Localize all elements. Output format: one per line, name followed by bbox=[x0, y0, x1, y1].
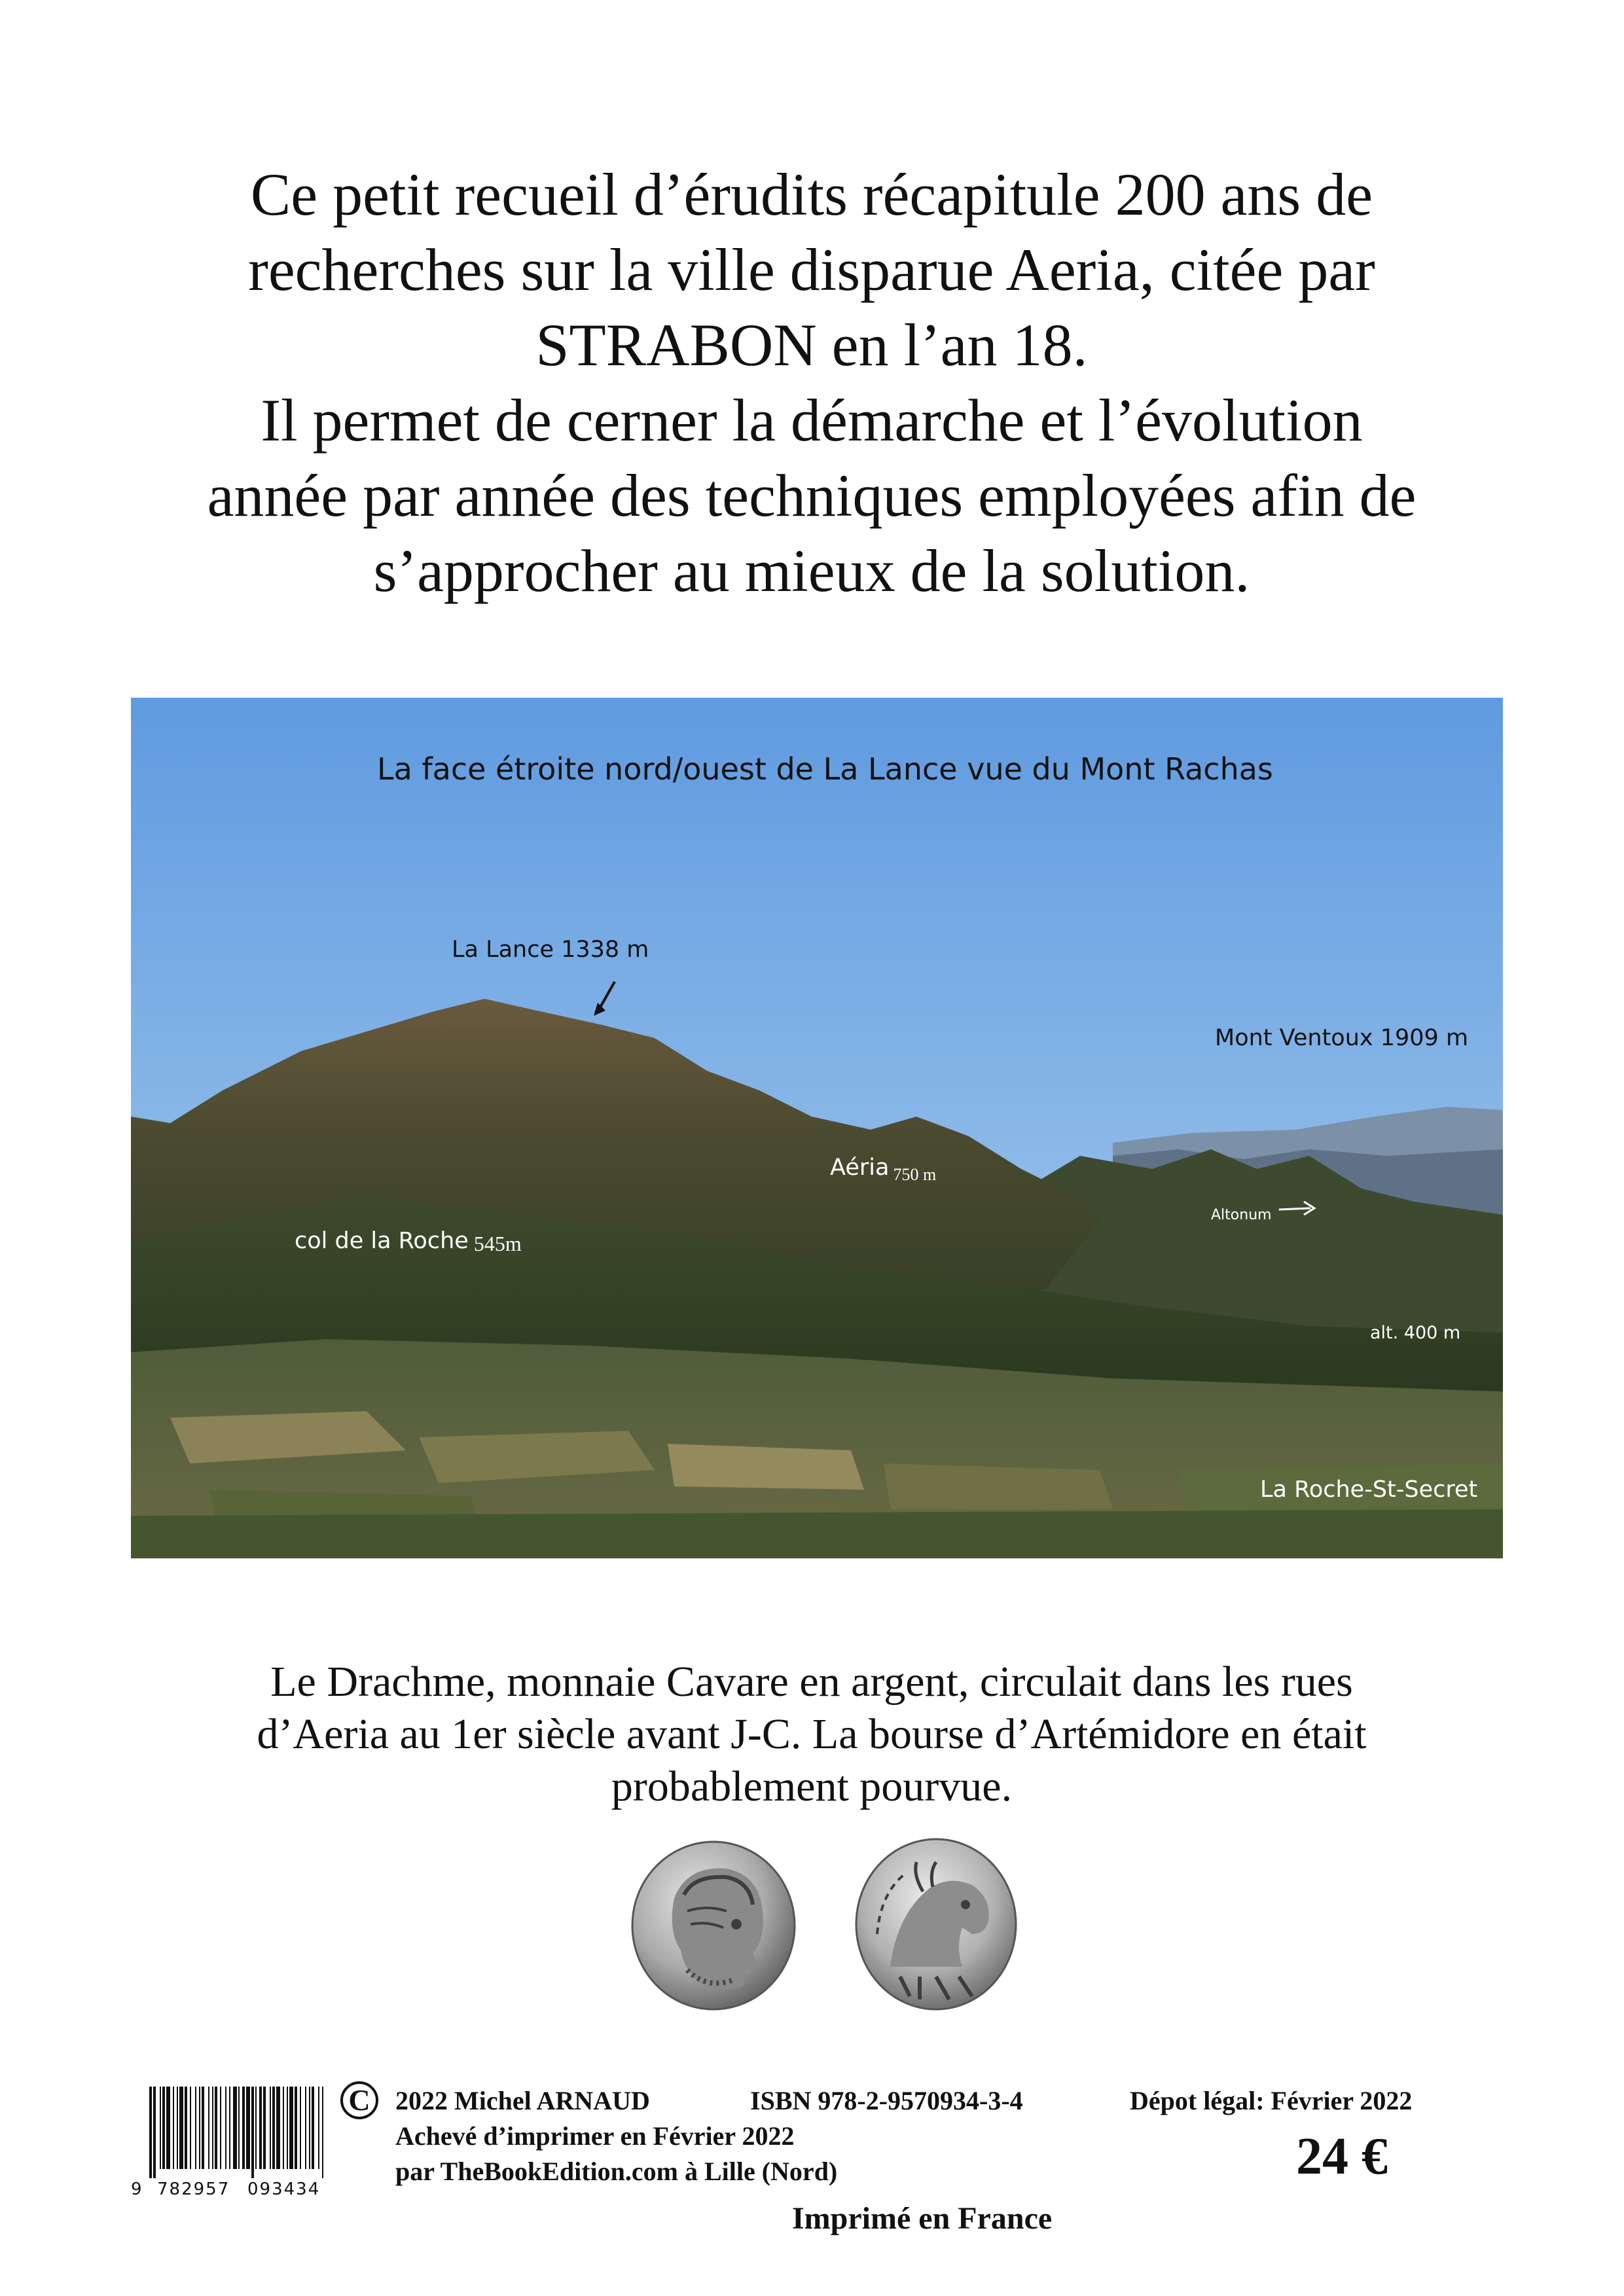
coin-reverse-horse bbox=[851, 1836, 1021, 2013]
barcode-bar bbox=[251, 2087, 254, 2178]
landscape-photo bbox=[131, 698, 1503, 1558]
la-lance-label: La Lance 1338 m bbox=[452, 937, 649, 963]
depot-legal-line: Dépot légal: Février 2022 bbox=[1130, 2086, 1413, 2115]
altitude-400-label: alt. 400 m bbox=[1370, 1323, 1461, 1343]
barcode-bar bbox=[270, 2087, 271, 2169]
barcode-bar bbox=[177, 2087, 178, 2169]
barcode-bar bbox=[263, 2087, 266, 2169]
author-line: 2022 Michel ARNAUD bbox=[395, 2086, 650, 2115]
arrow-down-left-icon bbox=[592, 979, 619, 1018]
barcode-bar bbox=[305, 2087, 306, 2169]
barcode-bar bbox=[322, 2087, 323, 2178]
price: 24 € bbox=[1296, 2128, 1388, 2185]
barcode-bar bbox=[173, 2087, 174, 2169]
arrow-right-icon bbox=[1278, 1199, 1317, 1219]
printed-country-line: Imprimé en France bbox=[792, 2201, 1053, 2236]
la-roche-st-secret-label: La Roche-St-Secret bbox=[1260, 1477, 1478, 1503]
barcode-bar bbox=[220, 2087, 221, 2169]
isbn-barcode bbox=[147, 2087, 327, 2178]
col-name: col de la Roche bbox=[295, 1228, 469, 1254]
intro-line: s’approcher au mieux de la solution. bbox=[373, 537, 1250, 604]
barcode-digits-left: 782957 bbox=[157, 2179, 230, 2199]
barcode-bar bbox=[242, 2087, 245, 2169]
barcode-bar bbox=[162, 2087, 165, 2169]
mont-ventoux-label: Mont Ventoux 1909 m bbox=[1215, 1025, 1469, 1051]
copyright-symbol: C bbox=[340, 2081, 378, 2119]
intro-line: STRABON en l’an 18. bbox=[535, 312, 1088, 378]
drachme-line: Le Drachme, monnaie Cavare en argent, circulait dans les rues bbox=[270, 1658, 1353, 1706]
barcode-bar bbox=[195, 2087, 196, 2169]
intro-line: année par année des techniques employées afin de bbox=[207, 462, 1416, 529]
barcode-digits-right: 093434 bbox=[247, 2179, 321, 2199]
col-de-la-roche-label bbox=[295, 1228, 522, 1254]
intro-text bbox=[105, 157, 1519, 609]
intro-line: Ce petit recueil d’érudits récapitule 200 ans de bbox=[250, 161, 1373, 228]
barcode-bar bbox=[309, 2087, 310, 2169]
intro-line: Il permet de cerner la démarche et l’évolution bbox=[261, 387, 1363, 454]
intro-line: recherches sur la ville disparue Aeria, citée par bbox=[248, 236, 1375, 303]
barcode-bar bbox=[202, 2087, 204, 2169]
barcode-bar bbox=[283, 2087, 284, 2169]
aeria-altitude: 750 m bbox=[893, 1165, 937, 1184]
barcode-bar bbox=[259, 2087, 262, 2169]
barcode-bar bbox=[295, 2087, 297, 2169]
barcode-bar bbox=[272, 2087, 275, 2169]
coin-obverse-head bbox=[628, 1839, 799, 2013]
barcode-bar bbox=[149, 2087, 152, 2178]
barcode-bar bbox=[215, 2087, 217, 2169]
publisher-line: par TheBookEdition.com à Lille (Nord) bbox=[395, 2157, 838, 2186]
isbn-line: ISBN 978-2-9570934-3-4 bbox=[750, 2086, 1023, 2115]
barcode-bar bbox=[190, 2087, 191, 2169]
barcode-bar bbox=[300, 2087, 301, 2169]
barcode-bar bbox=[160, 2087, 161, 2169]
barcode-bar bbox=[212, 2087, 213, 2169]
barcode-bar bbox=[208, 2087, 209, 2169]
barcode-bar bbox=[153, 2087, 156, 2178]
barcode-bar bbox=[238, 2087, 240, 2169]
barcode-bar bbox=[246, 2087, 250, 2169]
barcode-bar bbox=[179, 2087, 183, 2169]
barcode-bar bbox=[289, 2087, 293, 2169]
aeria-name: Aéria bbox=[830, 1155, 890, 1181]
barcode-bar bbox=[229, 2087, 230, 2169]
col-altitude: 545m bbox=[473, 1232, 522, 1255]
drachme-text bbox=[105, 1656, 1519, 1813]
drachme-line: probablement pourvue. bbox=[611, 1763, 1013, 1810]
aeria-label bbox=[830, 1155, 937, 1184]
barcode-bar bbox=[233, 2087, 237, 2169]
barcode-bar bbox=[312, 2087, 314, 2169]
barcode-bar bbox=[185, 2087, 187, 2169]
barcode-bar bbox=[199, 2087, 200, 2169]
barcode-bar bbox=[225, 2087, 226, 2169]
barcode-bar bbox=[255, 2087, 257, 2169]
landscape-illustration bbox=[131, 698, 1503, 1558]
altonum-label: Altonum bbox=[1211, 1207, 1272, 1223]
barcode-bar bbox=[276, 2087, 280, 2169]
barcode-digit-first: 9 bbox=[131, 2179, 143, 2199]
drachme-line: d’Aeria au 1er siècle avant J-C. La bourse d’Artémidore en était bbox=[257, 1710, 1367, 1758]
barcode-bar bbox=[287, 2087, 288, 2169]
printed-date-line: Achevé d’imprimer en Février 2022 bbox=[395, 2121, 795, 2151]
barcode-bar bbox=[166, 2087, 170, 2169]
barcode-bar bbox=[318, 2087, 319, 2169]
photo-title: La face étroite nord/ouest de La Lance vue du Mont Rachas bbox=[377, 751, 1273, 787]
